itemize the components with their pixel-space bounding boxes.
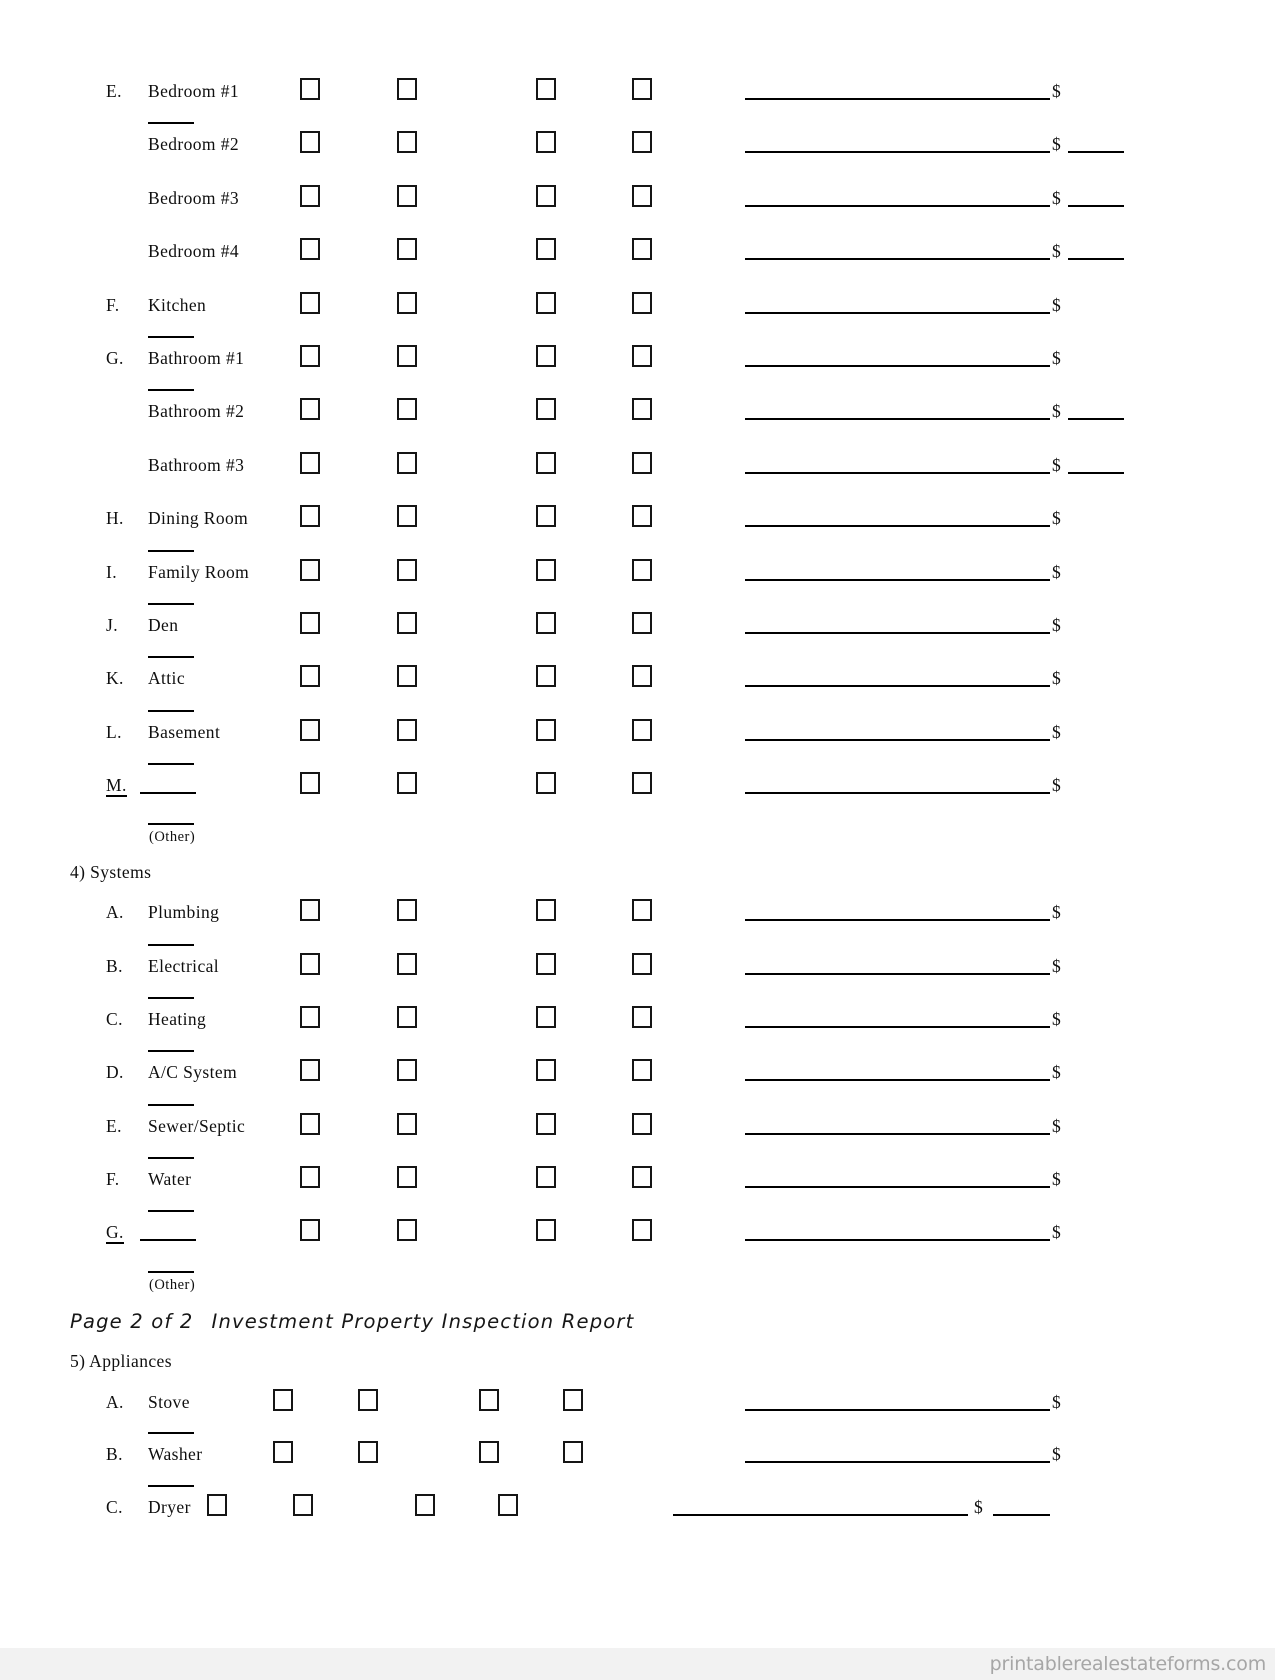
checkbox[interactable] — [632, 1113, 652, 1135]
row-letter: D. — [106, 1062, 124, 1083]
checkbox[interactable] — [563, 1441, 583, 1463]
checkbox[interactable] — [632, 612, 652, 634]
row-letter: G. — [106, 347, 124, 368]
checkbox[interactable] — [536, 1059, 556, 1081]
checkbox[interactable] — [397, 292, 417, 314]
checkbox[interactable] — [397, 505, 417, 527]
checkbox[interactable] — [415, 1494, 435, 1516]
checkbox[interactable] — [300, 612, 320, 634]
checkbox[interactable] — [632, 1006, 652, 1028]
checkbox[interactable] — [536, 953, 556, 975]
footer-watermark-bar — [0, 1648, 1275, 1680]
checkbox[interactable] — [397, 185, 417, 207]
comment-line[interactable] — [745, 1079, 1050, 1081]
checkbox[interactable] — [397, 1166, 417, 1188]
row-label: Water — [148, 1168, 192, 1189]
row-label: Dining Room — [148, 508, 249, 529]
row-letter: E. — [106, 1115, 122, 1136]
form-row — [0, 703, 1275, 756]
checkbox[interactable] — [300, 899, 320, 921]
form-row — [0, 382, 1275, 435]
checkbox[interactable] — [300, 345, 320, 367]
checkbox[interactable] — [397, 345, 417, 367]
row-label: A/C System — [148, 1062, 238, 1083]
comment-line[interactable] — [745, 632, 1050, 634]
other-note — [0, 1257, 1275, 1305]
report-title: Investment Property Inspection Report — [211, 1309, 635, 1333]
row-letter: C. — [106, 1009, 123, 1030]
checkbox[interactable] — [536, 1006, 556, 1028]
dollar-sign: $ — [1052, 775, 1061, 796]
comment-line[interactable] — [745, 312, 1050, 314]
checkbox[interactable] — [632, 559, 652, 581]
checkbox[interactable] — [397, 665, 417, 687]
form-row — [0, 436, 1275, 489]
dollar-sign: $ — [1052, 1222, 1061, 1243]
checkbox[interactable] — [632, 1166, 652, 1188]
checkbox[interactable] — [536, 78, 556, 100]
form-row — [0, 276, 1275, 329]
row-label: Family Room — [148, 561, 250, 582]
dollar-sign: $ — [1052, 347, 1061, 368]
blank-rule[interactable] — [148, 1104, 194, 1106]
amount-blank[interactable] — [1068, 205, 1124, 207]
checkbox[interactable] — [632, 1059, 652, 1081]
checkbox[interactable] — [397, 899, 417, 921]
dollar-sign: $ — [1052, 668, 1061, 689]
checkbox[interactable] — [397, 398, 417, 420]
dollar-sign: $ — [1052, 294, 1061, 315]
comment-line[interactable] — [745, 1461, 1050, 1463]
checkbox[interactable] — [397, 1006, 417, 1028]
row-label: Stove — [148, 1391, 190, 1412]
row-letter: L. — [106, 721, 122, 742]
comment-line[interactable] — [745, 739, 1050, 741]
blank-rule[interactable] — [148, 603, 194, 605]
row-label: Plumbing — [148, 902, 220, 923]
checkbox[interactable] — [498, 1494, 518, 1516]
checkbox[interactable] — [563, 1389, 583, 1411]
checkbox[interactable] — [300, 452, 320, 474]
checkbox[interactable] — [358, 1389, 378, 1411]
dollar-sign: $ — [1052, 614, 1061, 635]
row-letter: J. — [106, 614, 118, 635]
comment-line[interactable] — [745, 1133, 1050, 1135]
checkbox[interactable] — [273, 1441, 293, 1463]
row-letter: B. — [106, 1444, 123, 1465]
comment-line[interactable] — [745, 472, 1050, 474]
page-number: Page 2 of 2 — [70, 1309, 194, 1333]
checkbox[interactable] — [632, 452, 652, 474]
dollar-sign: $ — [1052, 1115, 1061, 1136]
comment-line[interactable] — [745, 258, 1050, 260]
blank-rule[interactable] — [148, 122, 194, 124]
dollar-sign: $ — [1052, 955, 1061, 976]
row-letter: A. — [106, 1391, 124, 1412]
blank-rule[interactable] — [148, 763, 194, 765]
checkbox[interactable] — [632, 505, 652, 527]
checkbox[interactable] — [397, 131, 417, 153]
row-label: Attic — [148, 668, 185, 689]
form-row — [0, 489, 1275, 542]
comment-line[interactable] — [745, 973, 1050, 975]
form-row — [0, 1373, 1275, 1426]
row-letter: A. — [106, 902, 124, 923]
checkbox[interactable] — [536, 185, 556, 207]
checkbox[interactable] — [632, 398, 652, 420]
amount-blank[interactable] — [1068, 258, 1124, 260]
item-name-blank[interactable] — [140, 1239, 196, 1241]
form-row — [0, 1203, 1275, 1256]
checkbox[interactable] — [397, 719, 417, 741]
row-label: Bedroom #4 — [148, 241, 240, 262]
checkbox[interactable] — [536, 345, 556, 367]
row-letter: C. — [106, 1496, 123, 1517]
checkbox[interactable] — [536, 899, 556, 921]
checkbox[interactable] — [632, 78, 652, 100]
comment-line[interactable] — [745, 685, 1050, 687]
item-name-blank[interactable] — [140, 792, 196, 794]
checkbox[interactable] — [536, 1219, 556, 1241]
checkbox[interactable] — [397, 953, 417, 975]
dollar-sign: $ — [1052, 508, 1061, 529]
other-caption: (Other) — [149, 1276, 196, 1293]
row-label: Heating — [148, 1009, 207, 1030]
form-row — [0, 1150, 1275, 1203]
checkbox[interactable] — [300, 1006, 320, 1028]
checkbox[interactable] — [632, 953, 652, 975]
form-row — [0, 543, 1275, 596]
section-heading-appliances: 5) Appliances — [70, 1350, 172, 1371]
blank-rule[interactable] — [148, 1485, 194, 1487]
form-row — [0, 649, 1275, 702]
comment-line[interactable] — [673, 1514, 968, 1516]
checkbox[interactable] — [632, 292, 652, 314]
checkbox[interactable] — [358, 1441, 378, 1463]
form-row — [0, 1425, 1275, 1478]
form-row — [0, 1478, 1275, 1531]
checkbox[interactable] — [536, 292, 556, 314]
checkbox[interactable] — [273, 1389, 293, 1411]
blank-rule[interactable] — [148, 944, 194, 946]
checkbox[interactable] — [207, 1494, 227, 1516]
checkbox[interactable] — [632, 899, 652, 921]
amount-blank[interactable] — [1068, 418, 1124, 420]
dollar-sign: $ — [1052, 1391, 1061, 1412]
checkbox[interactable] — [397, 78, 417, 100]
row-letter: B. — [106, 955, 123, 976]
comment-line[interactable] — [745, 205, 1050, 207]
checkbox[interactable] — [632, 665, 652, 687]
form-row — [0, 596, 1275, 649]
row-label: Bedroom #3 — [148, 187, 240, 208]
checkbox[interactable] — [536, 559, 556, 581]
checkbox[interactable] — [300, 78, 320, 100]
blank-rule[interactable] — [148, 1050, 194, 1052]
checkbox[interactable] — [397, 238, 417, 260]
row-label: Bathroom #1 — [148, 347, 245, 368]
dollar-sign: $ — [1052, 134, 1061, 155]
dollar-sign: $ — [1052, 561, 1061, 582]
checkbox[interactable] — [397, 1219, 417, 1241]
other-note — [0, 809, 1275, 857]
checkbox[interactable] — [397, 1113, 417, 1135]
blank-rule[interactable] — [148, 336, 194, 338]
comment-line[interactable] — [745, 418, 1050, 420]
comment-line[interactable] — [745, 919, 1050, 921]
dollar-sign: $ — [1052, 1168, 1061, 1189]
comment-line[interactable] — [745, 579, 1050, 581]
checkbox[interactable] — [397, 1059, 417, 1081]
form-row — [0, 62, 1275, 115]
row-label: Sewer/Septic — [148, 1115, 246, 1136]
dollar-sign: $ — [1052, 1009, 1061, 1030]
comment-line[interactable] — [745, 1186, 1050, 1188]
checkbox[interactable] — [300, 505, 320, 527]
blank-rule[interactable] — [148, 389, 194, 391]
dollar-sign: $ — [1052, 902, 1061, 923]
comment-line[interactable] — [745, 365, 1050, 367]
checkbox[interactable] — [300, 398, 320, 420]
comment-line[interactable] — [745, 1409, 1050, 1411]
checkbox[interactable] — [632, 185, 652, 207]
dollar-sign: $ — [1052, 81, 1061, 101]
checkbox[interactable] — [632, 238, 652, 260]
blank-rule[interactable] — [148, 1271, 194, 1273]
checkbox[interactable] — [632, 772, 652, 794]
row-label: Electrical — [148, 955, 220, 976]
blank-rule[interactable] — [148, 823, 194, 825]
checkbox[interactable] — [300, 292, 320, 314]
checkbox[interactable] — [300, 953, 320, 975]
rooms-and-systems-section — [0, 62, 1275, 1305]
checkbox[interactable] — [300, 719, 320, 741]
dollar-sign: $ — [1052, 1062, 1061, 1083]
blank-rule[interactable] — [148, 550, 194, 552]
row-letter: E. — [106, 81, 122, 101]
section-heading-systems: 4) Systems — [70, 862, 152, 883]
row-label: Bathroom #3 — [148, 454, 245, 475]
blank-rule[interactable] — [148, 1432, 194, 1434]
appliances-section — [0, 1349, 1275, 1531]
page-title — [0, 1307, 1275, 1337]
checkbox[interactable] — [632, 345, 652, 367]
checkbox[interactable] — [300, 772, 320, 794]
comment-line[interactable] — [745, 525, 1050, 527]
row-letter: G. — [106, 1222, 124, 1243]
checkbox[interactable] — [397, 452, 417, 474]
blank-rule[interactable] — [148, 997, 194, 999]
row-label: Bathroom #2 — [148, 401, 245, 422]
checkbox[interactable] — [536, 452, 556, 474]
checkbox[interactable] — [536, 612, 556, 634]
amount-blank[interactable] — [993, 1514, 1050, 1516]
checkbox[interactable] — [300, 1166, 320, 1188]
checkbox[interactable] — [536, 238, 556, 260]
row-label: Basement — [148, 721, 221, 742]
checkbox[interactable] — [300, 1219, 320, 1241]
comment-line[interactable] — [745, 1239, 1050, 1241]
comment-line[interactable] — [745, 792, 1050, 794]
dollar-sign: $ — [1052, 241, 1061, 262]
comment-line[interactable] — [745, 151, 1050, 153]
row-letter: F. — [106, 294, 120, 315]
checkbox[interactable] — [397, 772, 417, 794]
checkbox[interactable] — [300, 131, 320, 153]
form-row — [0, 329, 1275, 382]
checkbox[interactable] — [632, 131, 652, 153]
checkbox[interactable] — [397, 612, 417, 634]
footer-watermark-text: printablerealestateforms.com — [989, 1653, 1266, 1675]
dollar-sign: $ — [974, 1496, 983, 1517]
row-label: Den — [148, 614, 179, 635]
row-label: Bedroom #1 — [148, 81, 240, 101]
other-caption: (Other) — [149, 829, 196, 846]
dollar-sign: $ — [1052, 1444, 1061, 1465]
blank-rule[interactable] — [148, 710, 194, 712]
checkbox[interactable] — [397, 559, 417, 581]
checkbox[interactable] — [536, 505, 556, 527]
dollar-sign: $ — [1052, 454, 1061, 475]
checkbox[interactable] — [293, 1494, 313, 1516]
form-row — [0, 1097, 1275, 1150]
form-row — [0, 1043, 1275, 1096]
checkbox[interactable] — [300, 238, 320, 260]
checkbox[interactable] — [300, 1113, 320, 1135]
row-letter: M. — [106, 775, 127, 796]
comment-line[interactable] — [745, 1026, 1050, 1028]
form-row — [0, 222, 1275, 275]
checkbox[interactable] — [536, 131, 556, 153]
blank-rule[interactable] — [148, 656, 194, 658]
checkbox[interactable] — [479, 1441, 499, 1463]
checkbox[interactable] — [536, 665, 556, 687]
row-letter: F. — [106, 1168, 120, 1189]
row-label: Kitchen — [148, 294, 207, 315]
dollar-sign: $ — [1052, 721, 1061, 742]
checkbox[interactable] — [632, 719, 652, 741]
row-letter: H. — [106, 508, 124, 529]
form-row — [0, 756, 1275, 809]
blank-rule[interactable] — [148, 1157, 194, 1159]
checkbox[interactable] — [300, 665, 320, 687]
form-row — [0, 115, 1275, 168]
checkbox[interactable] — [479, 1389, 499, 1411]
row-label: Dryer — [148, 1496, 191, 1517]
checkbox[interactable] — [536, 1113, 556, 1135]
checkbox[interactable] — [300, 559, 320, 581]
dollar-sign: $ — [1052, 401, 1061, 422]
amount-blank[interactable] — [1068, 472, 1124, 474]
row-letter: K. — [106, 668, 124, 689]
form-row — [0, 169, 1275, 222]
comment-line[interactable] — [745, 98, 1050, 100]
checkbox[interactable] — [536, 772, 556, 794]
form-row — [0, 990, 1275, 1043]
form-row — [0, 883, 1275, 936]
checkbox[interactable] — [632, 1219, 652, 1241]
checkbox[interactable] — [536, 719, 556, 741]
checkbox[interactable] — [300, 1059, 320, 1081]
checkbox[interactable] — [536, 398, 556, 420]
amount-blank[interactable] — [1068, 151, 1124, 153]
checkbox[interactable] — [300, 185, 320, 207]
row-label: Washer — [148, 1444, 203, 1465]
blank-rule[interactable] — [148, 1210, 194, 1212]
row-letter: I. — [106, 561, 118, 582]
row-label: Bedroom #2 — [148, 134, 240, 155]
dollar-sign: $ — [1052, 187, 1061, 208]
form-row — [0, 937, 1275, 990]
checkbox[interactable] — [536, 1166, 556, 1188]
